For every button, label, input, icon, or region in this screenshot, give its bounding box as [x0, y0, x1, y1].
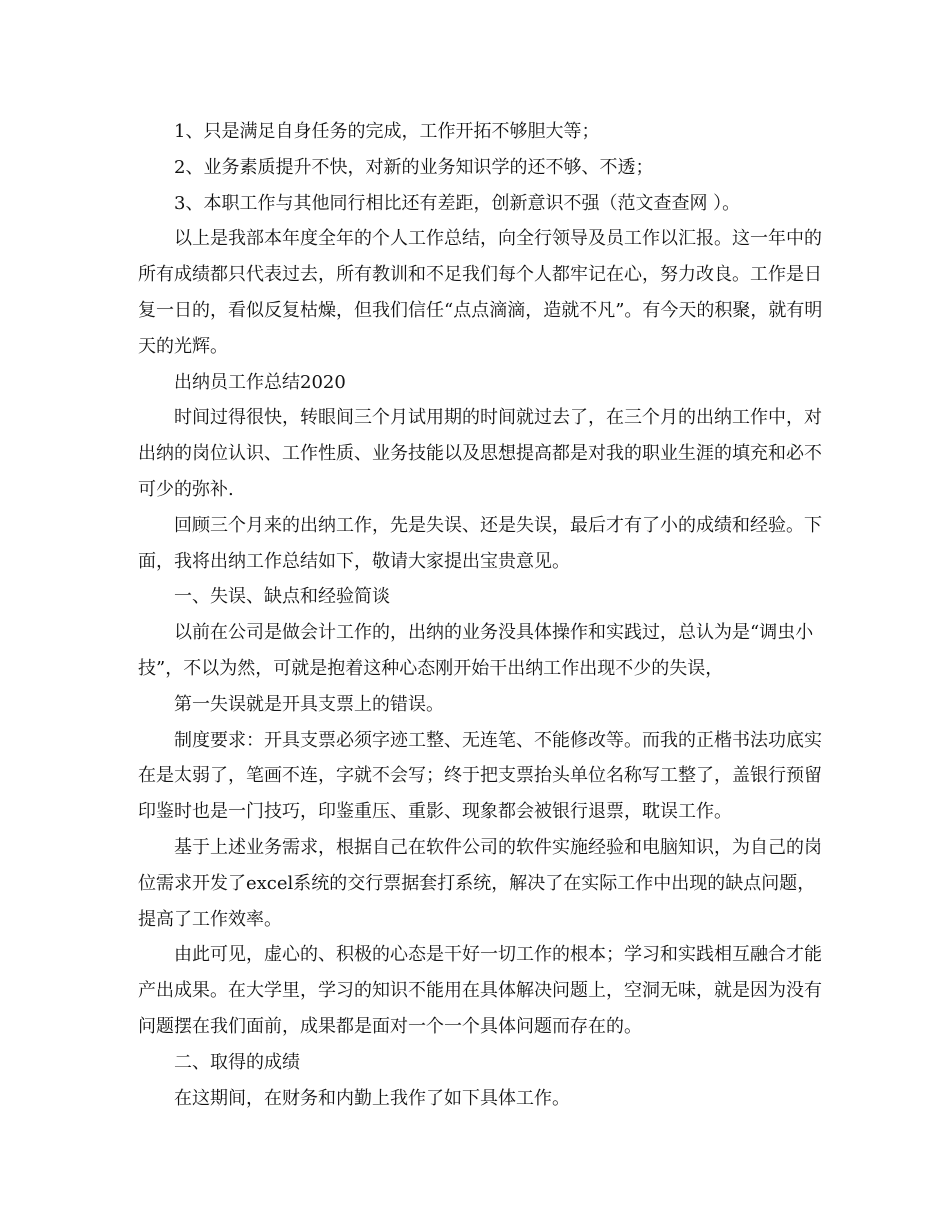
solution-paragraph: 基于上述业务需求，根据自己在软件公司的软件实施经验和电脑知识，为自己的岗位需求开发了excel系统的交行票据套打系统，解决了在实际工作中出现的缺点问题，提高了工作效率。	[138, 836, 822, 930]
list-item-1: 1、只是满足自身任务的完成，工作开拓不够胆大等；	[174, 121, 600, 142]
document-body	[138, 114, 828, 1116]
intro-paragraph: 时间过得很快，转眼间三个月试用期的时间就过去了，在三个月的出纳工作中，对出纳的岗位认识、工作性质、业务技能以及思想提高都是对我的职业生涯的填充和必不可少的弥补.	[138, 407, 822, 500]
background-paragraph: 以前在公司是做会计工作的，出纳的业务没具体操作和实践过，总认为是“调虫小技”，不以为然，可就是抱着这种心态刚开始干出纳工作出现不少的失误，	[138, 622, 814, 679]
heading-achievements: 二、取得的成绩	[174, 1051, 300, 1073]
work-paragraph: 在这期间，在财务和内勤上我作了如下具体工作。	[174, 1087, 570, 1109]
review-paragraph: 回顾三个月来的出纳工作，先是失误、还是失误，最后才有了小的成绩和经验。下面，我将出纳工作总结如下，敬请大家提出宝贵意见。	[138, 514, 822, 572]
rules-paragraph: 制度要求：开具支票必须字迹工整、无连笔、不能修改等。而我的正楷书法功底实在是太弱了，笔画不连，字就不会写；终于把支票抬头单位名称写工整了，盖银行预留印鉴时也是一门技巧，印鉴重压、重影、现象都会被银行退票，耽误工作。	[138, 729, 822, 823]
heading-mistakes: 一、失误、缺点和经验简谈	[174, 586, 390, 608]
lesson-paragraph: 由此可见，虚心的、积极的心态是干好一切工作的根本；学习和实践相互融合才能产出成果。在大学里，学习的知识不能用在具体解决问题上，空洞无味，就是因为没有问题摆在我们面前，成果都是面对一个一个具体问题而存在的。	[138, 944, 822, 1037]
list-item-3: 3、本职工作与其他同行相比还有差距，创新意识不强（范文查查网 ）。	[174, 192, 741, 214]
section-title: 出纳员工作总结2020	[174, 371, 346, 393]
summary-paragraph: 以上是我部本年度全年的个人工作总结，向全行领导及员工作以汇报。这一年中的所有成绩都只代表过去，所有教训和不足我们每个人都牢记在心，努力改良。工作是日复一日的，看似反复枯燥，但我们信任“点点滴滴，造就不凡”。有今天的积聚，就有明天的光辉。	[138, 228, 823, 357]
first-mistake-paragraph: 第一失误就是开具支票上的错误。	[174, 693, 444, 715]
list-item-2: 2、业务素质提升不快，对新的业务知识学的还不够、不透；	[174, 156, 654, 178]
